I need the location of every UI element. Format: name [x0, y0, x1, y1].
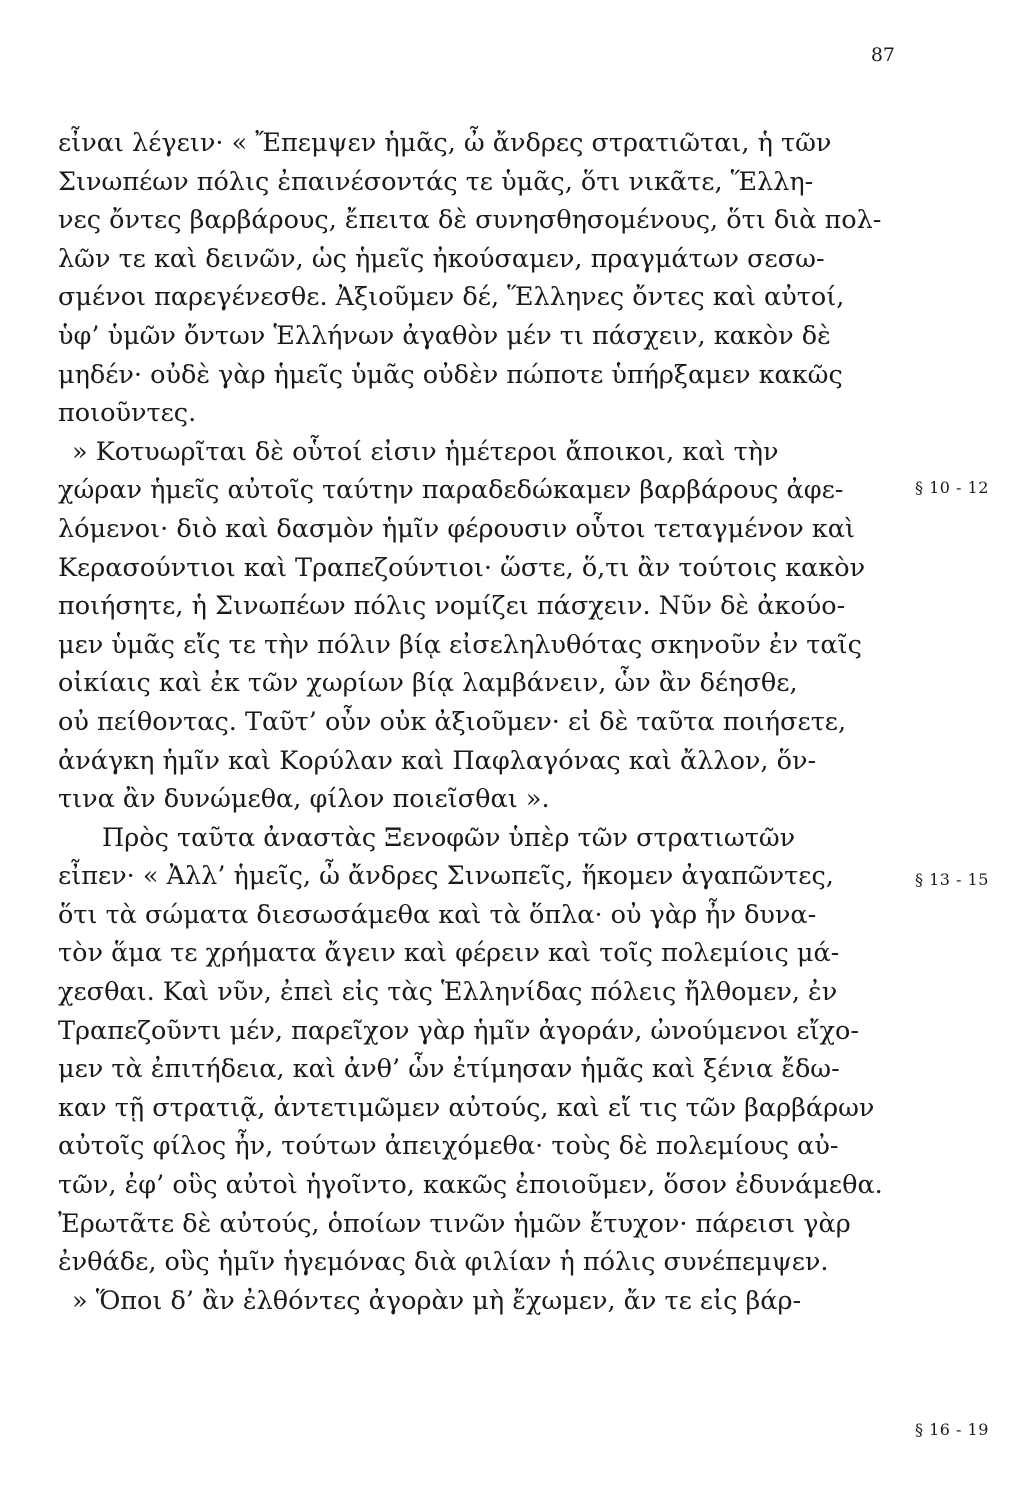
- text-line: οὐ πείθοντας. Ταῦτ’ οὖν οὐκ ἀξιοῦμεν· εἰ δὲ ταῦτα ποιήσετε,: [58, 706, 847, 737]
- text-line: εἶναι λέγειν· « Ἔπεμψεν ἡμᾶς, ὦ ἄνδρες στρατιῶται, ἡ τῶν: [58, 128, 832, 158]
- page-number: 87: [870, 44, 895, 66]
- text-line: χεσθαι. Καὶ νῦν, ἐπεὶ εἰς τὰς Ἑλληνίδας πόλεις ἤλθομεν, ἐν: [58, 977, 838, 1008]
- text-line: » Κοτυωρῖται δὲ οὗτοί εἰσιν ἡμέτεροι ἄποικοι, καὶ τὴν: [72, 436, 779, 467]
- text-line: ἐνθάδε, οὓς ἡμῖν ἡγεμόνας διὰ φιλίαν ἡ πόλις συνέπεμψεν.: [58, 1247, 829, 1278]
- text-line: νες ὄντες βαρβάρους, ἔπειτα δὲ συνησθησομένους, ὅτι διὰ πολ-: [58, 205, 882, 236]
- text-line: λῶν τε καὶ δεινῶν, ὡς ἡμεῖς ἠκούσαμεν, πραγμάτων σεσω-: [58, 243, 825, 274]
- text-line: ὅτι τὰ σώματα διεσωσάμεθα καὶ τὰ ὅπλα· οὐ γὰρ ἦν δυνα-: [58, 899, 817, 930]
- text-line: σμένοι παρεγένεσθε. Ἀξιοῦμεν δέ, Ἕλληνες ὄντες καὶ αὐτοί,: [58, 282, 845, 313]
- text-line: τινα ἂν δυνώμεθα, φίλον ποιεῖσθαι ».: [58, 784, 550, 815]
- text-line: λόμενοι· διὸ καὶ δασμὸν ἡμῖν φέρουσιν οὗτοι τεταγμένον καὶ: [58, 513, 856, 544]
- text-line: Τραπεζοῦντι μέν, παρεῖχον γὰρ ἡμῖν ἀγοράν, ὠνούμενοι εἴχο-: [58, 1015, 859, 1046]
- text-line: μηδέν· οὐδὲ γὰρ ἡμεῖς ὑμᾶς οὐδὲν πώποτε ὑπήρξαμεν κακῶς: [58, 359, 843, 390]
- text-line: Σινωπέων πόλις ἐπαινέσοντάς τε ὑμᾶς, ὅτι νικᾶτε, Ἕλλη-: [58, 166, 814, 197]
- text-line: μεν ὑμᾶς εἴς τε τὴν πόλιν βίᾳ εἰσεληλυθότας σκηνοῦν ἐν ταῖς: [58, 629, 862, 660]
- text-line: ἀνάγκη ἡμῖν καὶ Κορύλαν καὶ Παφλαγόνας καὶ ἄλλον, ὅν-: [58, 745, 817, 776]
- margin-section-ref: § 16 - 19: [915, 1420, 989, 1439]
- text-line: Πρὸς ταῦτα ἀναστὰς Ξενοφῶν ὑπὲρ τῶν στρατιωτῶν: [102, 822, 796, 853]
- margin-section-ref: § 10 - 12: [915, 478, 989, 497]
- body-text: [58, 124, 910, 1320]
- text-line: ποιοῦντες.: [58, 398, 197, 429]
- text-line: καν τῇ στρατιᾷ, ἀντετιμῶμεν αὐτούς, καὶ εἴ τις τῶν βαρβάρων: [58, 1092, 875, 1123]
- text-line: χώραν ἡμεῖς αὐτοῖς ταύτην παραδεδώκαμεν βαρβάρους ἀφε-: [58, 475, 844, 506]
- margin-section-ref: § 13 - 15: [915, 870, 989, 889]
- text-line: ὑφ’ ὑμῶν ὄντων Ἑλλήνων ἀγαθὸν μέν τι πάσχειν, κακὸν δὲ: [58, 320, 831, 351]
- text-line: εἶπεν· « Ἀλλ’ ἡμεῖς, ὦ ἄνδρες Σινωπεῖς, ἥκομεν ἀγαπῶντες,: [58, 861, 834, 892]
- text-line: » Ὅποι δ’ ἂν ἐλθόντες ἀγορὰν μὴ ἔχωμεν, ἄν τε εἰς βάρ-: [72, 1285, 802, 1316]
- text-line: Ἐρωτᾶτε δὲ αὐτούς, ὁποίων τινῶν ἡμῶν ἔτυχον· πάρεισι γὰρ: [58, 1208, 851, 1239]
- text-line: αὐτοῖς φίλος ἦν, τούτων ἀπειχόμεθα· τοὺς δὲ πολεμίους αὐ-: [58, 1131, 839, 1162]
- text-line: ποιήσητε, ἡ Σινωπέων πόλις νομίζει πάσχειν. Νῦν δὲ ἀκούο-: [58, 591, 846, 622]
- text-line: τῶν, ἐφ’ οὓς αὐτοὶ ἡγοῖντο, κακῶς ἐποιοῦμεν, ὅσον ἐδυνάμεθα.: [58, 1170, 883, 1201]
- text-line: Κερασούντιοι καὶ Τραπεζούντιοι· ὥστε, ὅ,τι ἂν τούτοις κακὸν: [58, 552, 866, 583]
- text-line: τὸν ἅμα τε χρήματα ἄγειν καὶ φέρειν καὶ τοῖς πολεμίοις μά-: [58, 938, 840, 969]
- text-line: οἰκίαις καὶ ἐκ τῶν χωρίων βίᾳ λαμβάνειν, ὧν ἂν δέησθε,: [58, 668, 798, 699]
- text-line: μεν τὰ ἐπιτήδεια, καὶ ἀνθ’ ὧν ἐτίμησαν ἡμᾶς καὶ ξένια ἔδω-: [58, 1054, 840, 1085]
